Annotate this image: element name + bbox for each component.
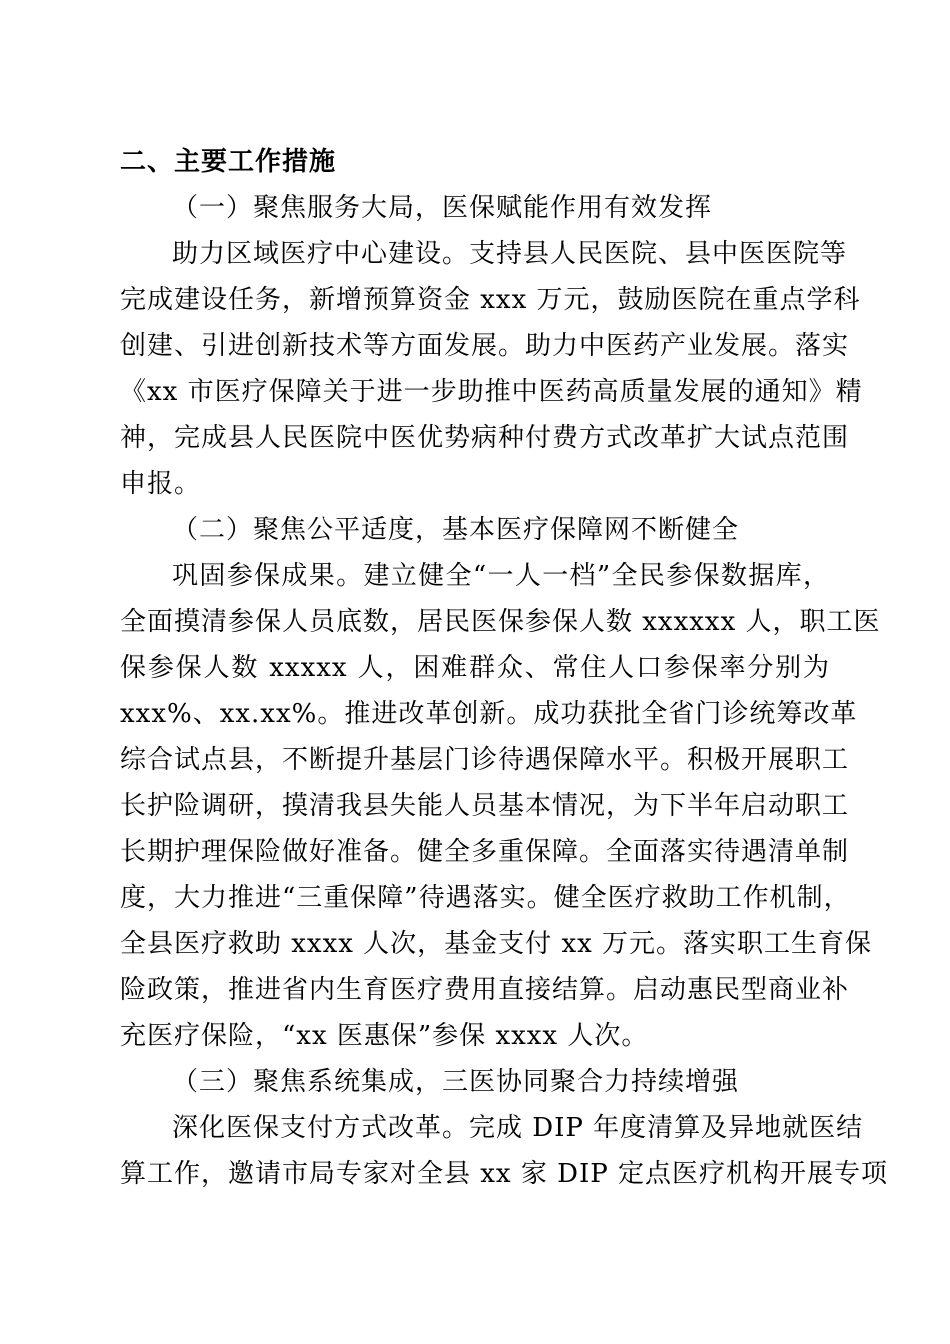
subsection-title-2: （二）聚焦公平适度，基本医疗保障网不断健全 [172, 515, 740, 545]
paragraph-line: 险政策，推进省内生育医疗费用直接结算。启动惠民型商业补 [120, 975, 850, 1005]
paragraph-line: 完成建设任务，新增预算资金 xxx 万元，鼓励医院在重点学科 [120, 285, 861, 315]
paragraph-line: 创建、引进创新技术等方面发展。助力中医药产业发展。落实 [120, 331, 850, 361]
subsection-title-1: （一）聚焦服务大局，医保赋能作用有效发挥 [172, 193, 713, 223]
paragraph-line: 全县医疗救助 xxxx 人次，基金支付 xx 万元。落实职工生育保 [120, 929, 873, 959]
paragraph-line: 全面摸清参保人员底数，居民医保参保人数 xxxxxx 人，职工医 [120, 607, 881, 637]
paragraph-line: 助力区域医疗中心建设。支持县人民医院、县中医医院等 [172, 239, 848, 269]
paragraph-line: 算工作，邀请市局专家对全县 xx 家 DIP 定点医疗机构开展专项 [120, 1159, 888, 1189]
paragraph-line: 综合试点县，不断提升基层门诊待遇保障水平。积极开展职工 [120, 745, 850, 775]
paragraph-line: xxx%、xx.xx%。推进改革创新。成功获批全省门诊统筹改革 [120, 699, 858, 729]
paragraph-line: 保参保人数 xxxxx 人，困难群众、常住人口参保率分别为 [120, 653, 830, 683]
paragraph-line: 长护险调研，摸清我县失能人员基本情况，为下半年启动职工 [120, 791, 850, 821]
section-heading: 二、主要工作措施 [120, 147, 337, 177]
paragraph-line: 长期护理保险做好准备。健全多重保障。全面落实待遇清单制 [120, 837, 850, 867]
paragraph-line: 深化医保支付方式改革。完成 DIP 年度清算及异地就医结 [172, 1113, 864, 1143]
subsection-title-3: （三）聚焦系统集成，三医协同聚合力持续增强 [172, 1067, 740, 1097]
paragraph-line: 巩固参保成果。建立健全“一人一档”全民参保数据库， [172, 561, 830, 591]
paragraph-line: 度，大力推进“三重保障”待遇落实。健全医疗救助工作机制， [120, 883, 851, 913]
paragraph-line: 《xx 市医疗保障关于进一步助推中医药高质量发展的通知》精 [120, 377, 863, 407]
paragraph-line: 充医疗保险，“xx 医惠保”参保 xxxx 人次。 [120, 1021, 649, 1051]
paragraph-line: 神，完成县人民医院中医优势病种付费方式改革扩大试点范围 [120, 423, 850, 453]
paragraph-line: 申报。 [120, 469, 202, 499]
